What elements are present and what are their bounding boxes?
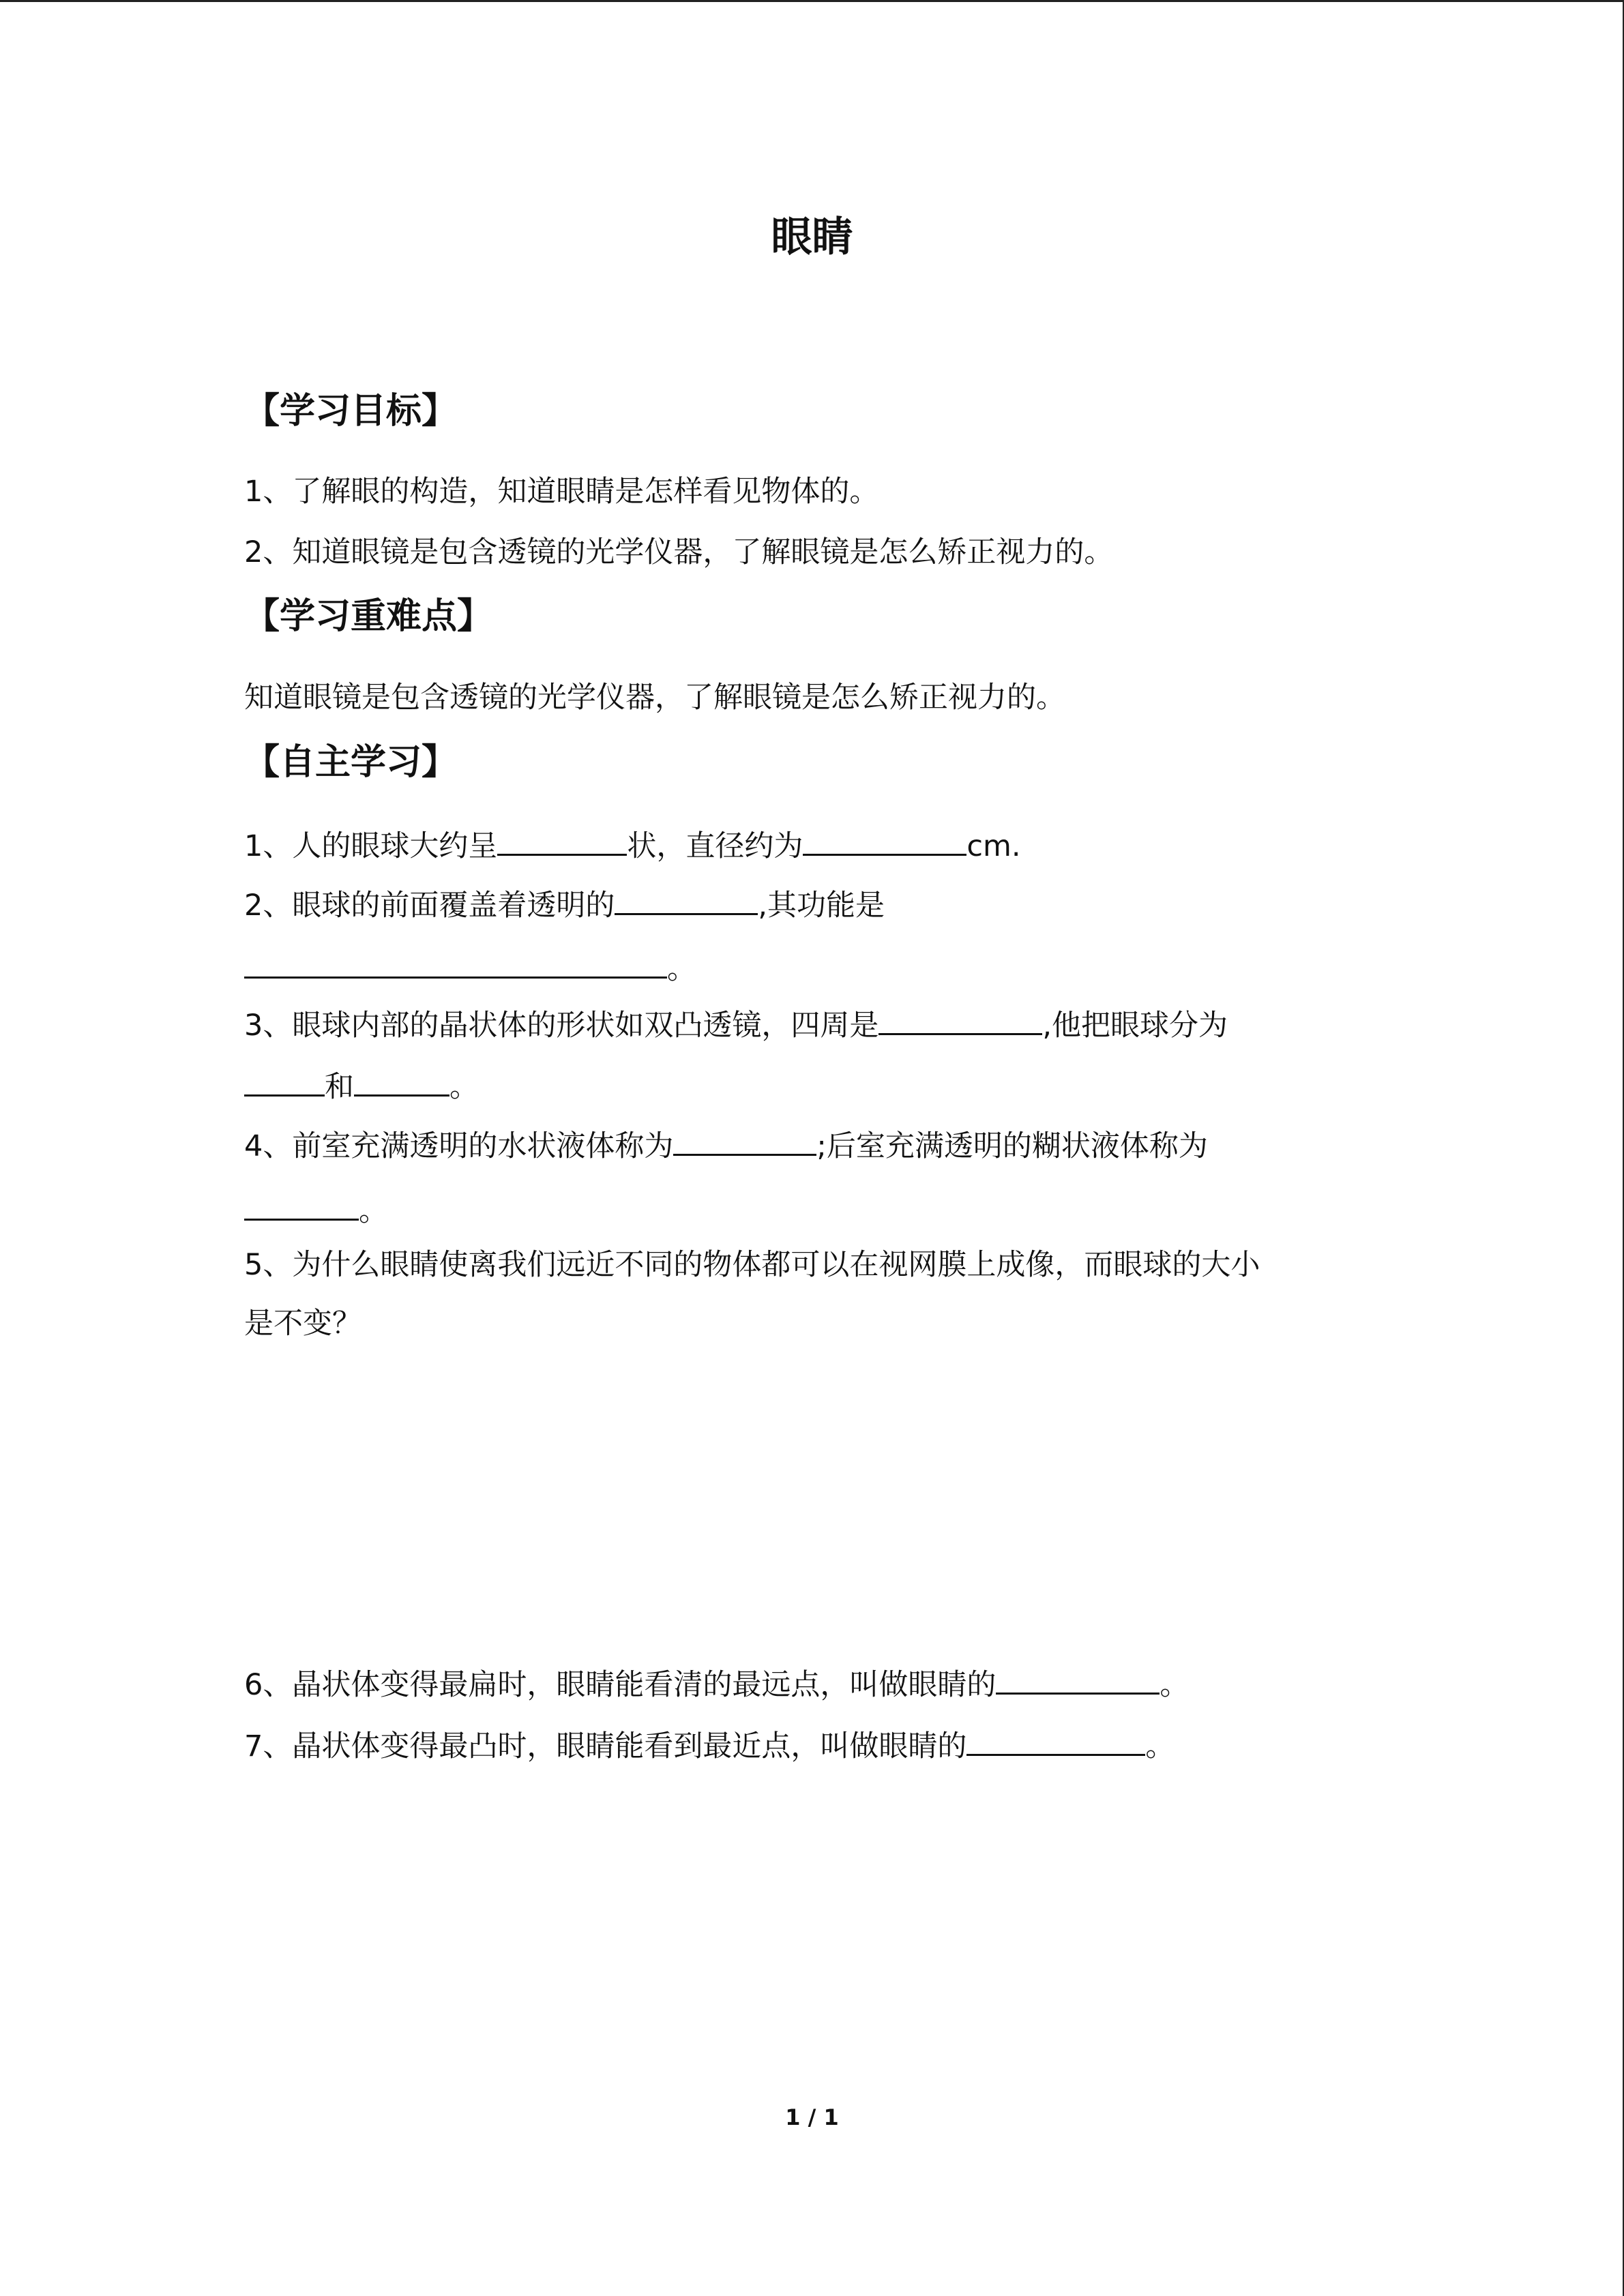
answer-blank[interactable] — [966, 1724, 1145, 1756]
answer-blank[interactable] — [879, 1003, 1042, 1035]
question-1-text-b: 状，直径约为 — [627, 829, 803, 863]
answer-blank[interactable] — [354, 1064, 449, 1097]
question-2-text-b: ,其功能是 — [758, 889, 885, 923]
question-7 — [244, 1724, 1175, 1767]
question-1 — [244, 824, 1021, 867]
answer-blank[interactable] — [244, 1064, 325, 1097]
question-2 — [244, 883, 885, 926]
question-3-text-b: ,他把眼球分为 — [1042, 1009, 1228, 1043]
page-title: 眼睛 — [771, 213, 853, 261]
question-6-text-a: 6、晶状体变得最扁时，眼睛能看清的最远点，叫做眼睛的 — [244, 1668, 996, 1702]
objective-item-1: 1、了解眼的构造，知道眼睛是怎样看见物体的。 — [244, 475, 879, 509]
question-4-text-c: 。 — [359, 1194, 388, 1228]
question-4-text-a: 4、前室充满透明的水状液体称为 — [244, 1129, 674, 1163]
question-4-text-b: ;后室充满透明的糊状液体称为 — [816, 1129, 1208, 1163]
question-5-continued: 是不变？ — [244, 1307, 361, 1341]
question-3-text-c: 和 — [325, 1070, 354, 1104]
question-5: 5、为什么眼睛使离我们远近不同的物体都可以在视网膜上成像，而眼球的大小 — [244, 1248, 1260, 1282]
question-7-text-a: 7、晶状体变得最凸时，眼睛能看到最近点，叫做眼睛的 — [244, 1729, 967, 1763]
question-3-text-d: 。 — [449, 1070, 479, 1104]
question-2-text-a: 2、眼球的前面覆盖着透明的 — [244, 889, 615, 923]
keypoints-heading: 【学习重难点】 — [244, 596, 493, 637]
objectives-heading: 【学习目标】 — [244, 391, 458, 432]
question-2-continued — [244, 946, 696, 989]
question-3-continued — [244, 1064, 479, 1107]
question-3-text-a: 3、眼球内部的晶状体的形状如双凸透镜，四周是 — [244, 1009, 879, 1043]
answer-blank[interactable] — [673, 1124, 816, 1156]
question-4 — [244, 1124, 1208, 1167]
answer-blank[interactable] — [615, 883, 758, 915]
question-6 — [244, 1663, 1189, 1705]
objective-item-2: 2、知道眼镜是包含透镜的光学仪器，了解眼镜是怎么矫正视力的。 — [244, 535, 1114, 569]
question-6-text-b: 。 — [1160, 1668, 1190, 1702]
answer-blank[interactable] — [803, 824, 966, 856]
question-3 — [244, 1003, 1228, 1046]
answer-blank[interactable] — [244, 1189, 359, 1221]
selfstudy-heading: 【自主学习】 — [244, 742, 458, 783]
question-1-text-a: 1、人的眼球大约呈 — [244, 829, 498, 863]
question-1-text-c: cm. — [966, 829, 1021, 863]
question-2-text-c: 。 — [667, 952, 696, 986]
page-number: 1 / 1 — [785, 2104, 839, 2130]
keypoints-text: 知道眼镜是包含透镜的光学仪器，了解眼镜是怎么矫正视力的。 — [244, 681, 1065, 715]
question-7-text-b: 。 — [1145, 1729, 1175, 1763]
answer-blank[interactable] — [244, 946, 667, 979]
question-4-continued — [244, 1189, 388, 1232]
answer-blank[interactable] — [497, 824, 627, 856]
answer-blank[interactable] — [996, 1663, 1160, 1695]
